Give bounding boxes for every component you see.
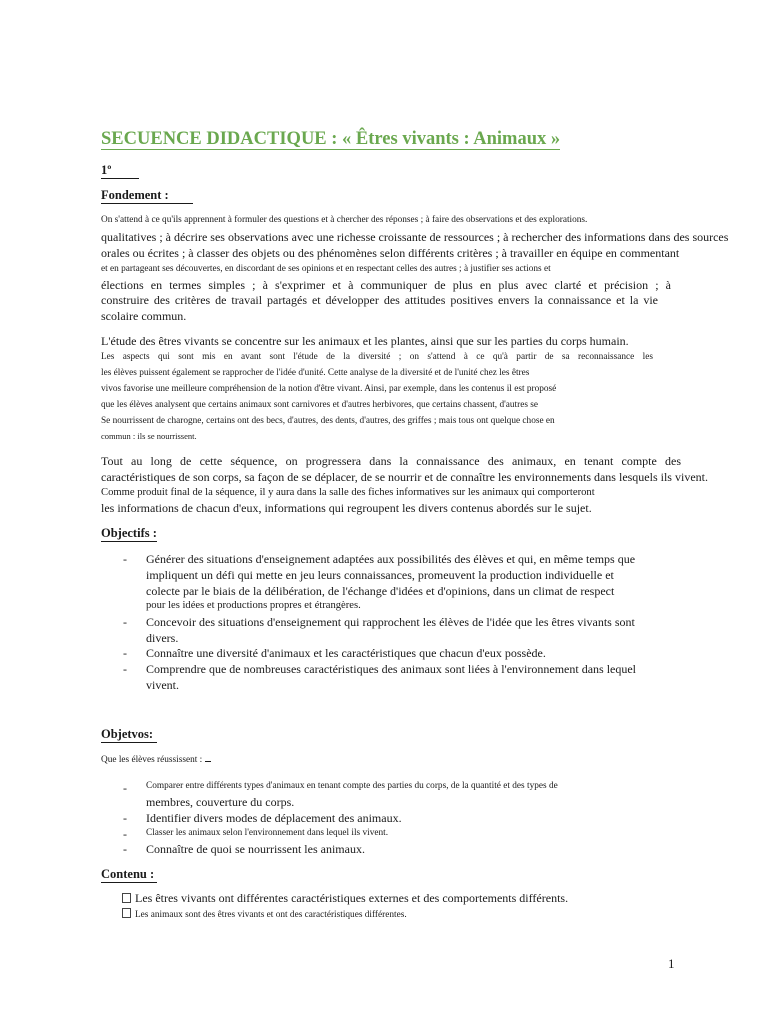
objetvos-intro: Que les élèves réussissent : (101, 752, 211, 768)
fondement-p1-line: scolaire commun. (101, 309, 187, 323)
fondement-p1-line: et en partageant ses découvertes, en discordant de ses opinions et en respectant celles des autres ; à justifier ses actions et (101, 264, 551, 274)
fondement-p2-line: Les aspects qui sont mis en avant sont l'étude de la diversité ; on s'attend à ce qu'à partir de sa reconnaissance les (101, 352, 653, 362)
objetvos-item-line: Comparer entre différents types d'animaux en tenant compte des parties du corps, de la quantité et des types de (146, 781, 558, 791)
fondement-p1-line: élections en termes simples ; à s'exprimer et à communiquer de plus en plus avec clarté et précision ; à (101, 278, 671, 292)
objectif-item-line: Connaître une diversité d'animaux et les caractéristiques que chacun d'eux possède. (146, 646, 546, 660)
objectif-item-line: Comprendre que de nombreuses caractéristiques des animaux sont liées à l'environnement dans lequel (146, 662, 637, 676)
section-number: 1º (101, 163, 139, 179)
heading-fondement: Fondement : (101, 188, 193, 204)
fondement-p1-line: orales ou écrites ; à classer des objets ou des phénomènes selon différents critères ; à travailler en équipe en commentant (101, 246, 680, 260)
square-bullet-icon (122, 893, 131, 903)
fondement-p1-line: qualitatives ; à décrire ses observations avec une richesse croissante de ressources ; à rechercher des informations dans des sources (101, 230, 729, 244)
objetvos-item-line: membres, couverture du corps. (146, 795, 295, 809)
list-dash: - (123, 552, 127, 566)
objectif-item-line: divers. (146, 631, 179, 645)
fondement-p2-line: Se nourrissent de charogne, certains ont des becs, d'autres, des dents, d'autres, des griffes ; mais tous ont quelque chose en (101, 416, 555, 426)
objectif-item-line: colecte par le biais de la délibération, de l'échange d'idées et d'opinions, dans un climat de respect (146, 584, 615, 598)
objectif-item-line: Générer des situations d'enseignement adaptées aux possibilités des élèves et qui, en même temps que (146, 552, 636, 566)
fondement-p2-line: vivos favorise une meilleure compréhension de la notion d'être vivant. Ainsi, par exemple, dans les contenus il est proposé (101, 384, 557, 394)
fondement-p2-line: que les élèves analysent que certains animaux sont carnivores et d'autres herbivores, que certains chassent, d'autres se (101, 400, 539, 410)
fondement-p1-line: On s'attend à ce qu'ils apprennent à formuler des questions et à chercher des réponses ; à faire des observations et des explorations. (101, 215, 588, 225)
heading-objetvos: Objetvos: (101, 727, 157, 743)
heading-objectifs: Objectifs : (101, 526, 157, 540)
objetvos-item-line: Connaître de quoi se nourrissent les animaux. (146, 842, 365, 856)
list-dash: - (123, 827, 127, 841)
fondement-p3-line: caractéristiques de son corps, sa façon de se déplacer, de se nourrir et de connaître les environnements dans lesquels ils vivent. (101, 470, 708, 484)
list-dash: - (123, 646, 127, 660)
fondement-p3-line: Tout au long de cette séquence, on progressera dans la connaissance des animaux, en tenant compte des (101, 454, 681, 468)
fondement-p3-line: Comme produit final de la séquence, il y aura dans la salle des fiches informatives sur les animaux qui comporteront (101, 487, 595, 498)
heading-contenu: Contenu : (101, 867, 157, 883)
objectif-item-line: Concevoir des situations d'enseignement qui rapprochent les élèves de l'idée que les êtres vivants sont (146, 615, 635, 629)
list-dash: - (123, 781, 127, 795)
fondement-p3-line: les informations de chacun d'eux, informations qui regroupent les divers contenus abordés sur le sujet. (101, 501, 592, 515)
fondement-p2-line: les élèves puissent également se rapprocher de l'idée d'unité. Cette analyse de la diversité et de l'unité chez les êtres (101, 368, 530, 378)
fondement-p2-line: commun : ils se nourrissent. (101, 431, 197, 441)
objectif-item-line: vivent. (146, 678, 179, 692)
fondement-p2-line: L'étude des êtres vivants se concentre sur les animaux et les plantes, ainsi que sur les parties du corps humain. (101, 334, 629, 348)
objetvos-item-line: Classer les animaux selon l'environnement dans lequel ils vivent. (146, 828, 389, 838)
objectif-item-line: impliquent un défi qui mette en jeu leurs connaissances, promeuvent la production individuelle et (146, 568, 614, 582)
fondement-p1-line: construire des critères de travail partagés et développer des attitudes positives envers la connaissance et la vie (101, 293, 658, 307)
document-title: SECUENCE DIDACTIQUE : « Êtres vivants : Animaux » (101, 129, 561, 149)
page-number: 1 (668, 956, 675, 971)
list-dash: - (123, 811, 127, 825)
objectif-item-line: pour les idées et productions propres et étrangères. (146, 600, 361, 611)
contenu-item: Les animaux sont des êtres vivants et ont des caractéristiques différentes. (122, 907, 407, 923)
square-bullet-icon (122, 908, 131, 918)
objetvos-item-line: Identifier divers modes de déplacement des animaux. (146, 811, 402, 825)
list-dash: - (123, 842, 127, 856)
list-dash: - (123, 662, 127, 676)
list-dash: - (123, 615, 127, 629)
contenu-item: Les êtres vivants ont différentes caractéristiques externes et des comportements différents. (122, 890, 568, 906)
